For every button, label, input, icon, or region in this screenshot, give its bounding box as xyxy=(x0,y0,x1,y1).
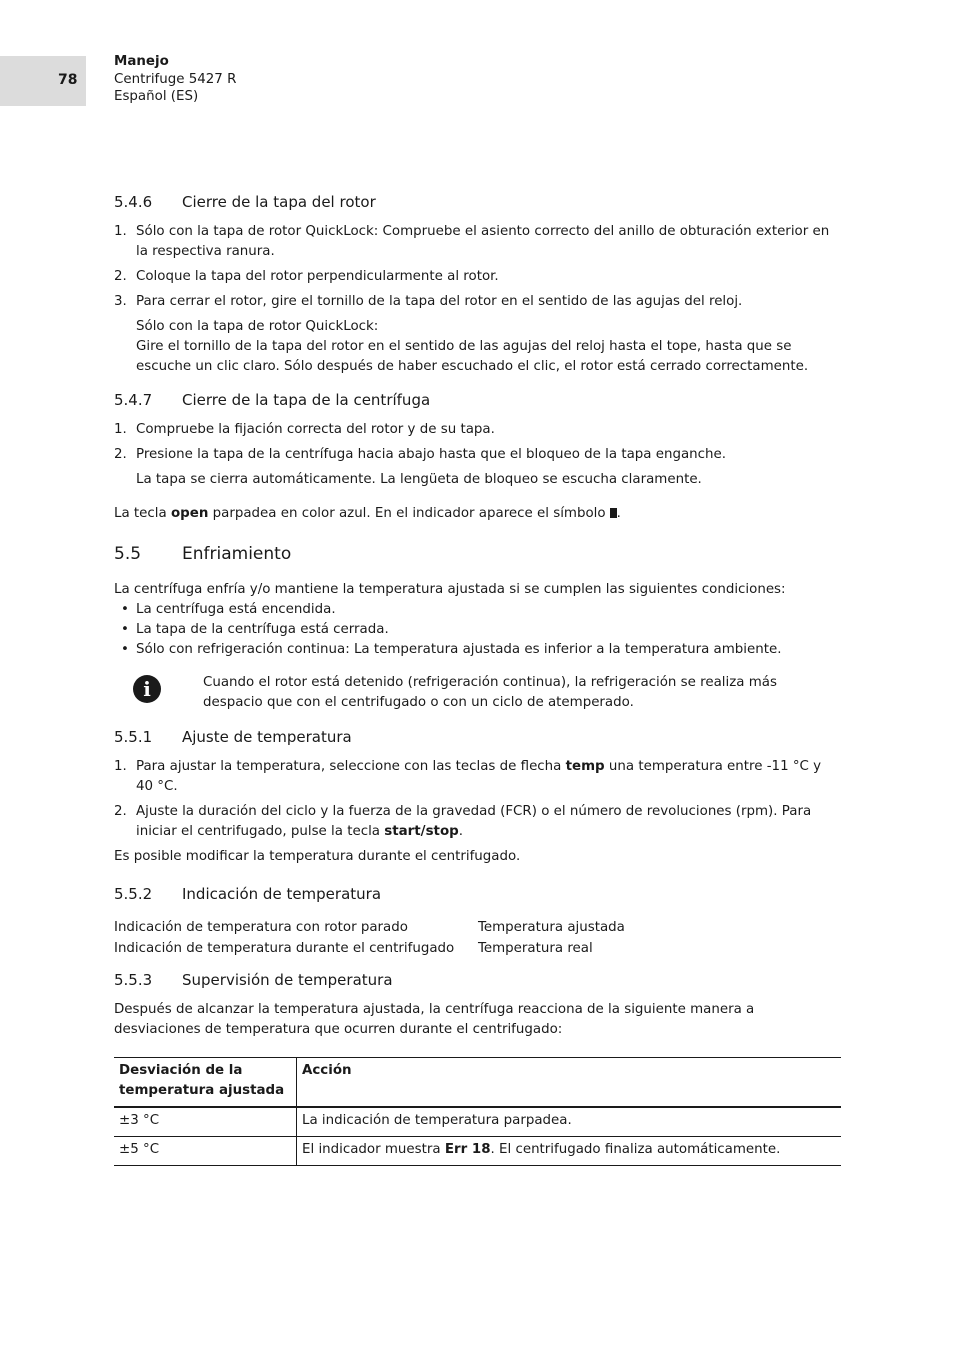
text-run: La tecla xyxy=(114,506,171,521)
list-text: Sólo con refrigeración continua: La temperatura ajustada es inferior a la temperatura ambiente. xyxy=(136,642,782,657)
list-number: 1. xyxy=(114,224,127,239)
section-number: 5.5 xyxy=(114,544,142,564)
section-title: Enfriamiento xyxy=(182,544,292,564)
column-header: Acción xyxy=(297,1058,842,1108)
list-item xyxy=(114,420,840,440)
result-text: La tapa se cierra automáticamente. La lengüeta de bloqueo se escucha claramente. xyxy=(136,472,702,487)
list-item xyxy=(114,757,840,797)
list-item xyxy=(114,445,840,465)
running-header xyxy=(114,53,236,106)
list-text: Para cerrar el rotor, gire el tornillo de la tapa del rotor en el sentido de las agujas del reloj. xyxy=(136,294,743,309)
indication-row xyxy=(114,917,840,938)
list-number: 2. xyxy=(114,804,127,819)
list-number: 1. xyxy=(114,422,127,437)
start-stop-key-label: start/stop xyxy=(384,824,459,839)
table-cell: ±3 °C xyxy=(114,1107,297,1137)
table-row xyxy=(114,1107,841,1137)
table-cell: La indicación de temperatura parpadea. xyxy=(297,1107,842,1137)
section-number: 5.5.1 xyxy=(114,728,153,746)
list-text: Presione la tapa de la centrífuga hacia abajo hasta que el bloqueo de la tapa enganche. xyxy=(136,447,727,462)
indication-value: Temperatura ajustada xyxy=(478,920,625,935)
note-line: Sólo con la tapa de rotor QuickLock: xyxy=(136,319,379,334)
list-item xyxy=(114,222,840,262)
list-text: La tapa de la centrífuga está cerrada. xyxy=(136,622,389,637)
list-text: La centrífuga está encendida. xyxy=(136,602,336,617)
section-heading-551 xyxy=(114,726,840,748)
chapter-title: Manejo xyxy=(114,54,169,69)
section-number: 5.4.6 xyxy=(114,193,153,211)
open-key-label: open xyxy=(170,506,209,521)
text-run: Para ajustar la temperatura, seleccione con las teclas de flecha xyxy=(136,759,566,774)
text-run: Ajuste la duración del ciclo y la fuerza de la gravedad (FCR) o el número de revoluciones (rpm). Para iniciar el centrifugado, pulse la tecla xyxy=(136,804,812,839)
section-heading-547 xyxy=(114,389,840,411)
list-text xyxy=(136,757,840,797)
bullet-mark: • xyxy=(121,602,129,617)
page-content xyxy=(114,190,840,1166)
section-heading-552 xyxy=(114,883,840,905)
list-number: 3. xyxy=(114,294,127,309)
text-run: parpadea en color azul. En el indicador aparece el símbolo xyxy=(208,506,606,521)
section-number: 5.5.3 xyxy=(114,971,153,989)
error-code: Err 18 xyxy=(444,1142,491,1157)
list-item xyxy=(114,600,840,620)
section-heading-553 xyxy=(114,969,840,991)
list-item xyxy=(114,267,840,287)
list-item xyxy=(114,620,840,640)
list-item xyxy=(114,802,840,842)
indication-value: Temperatura real xyxy=(478,941,593,956)
column-header: Desviación de la temperatura ajustada xyxy=(114,1058,297,1108)
text-run: . xyxy=(458,824,463,839)
quicklock-note xyxy=(136,317,840,377)
section-heading-546 xyxy=(114,191,840,213)
list-text: Sólo con la tapa de rotor QuickLock: Compruebe el asiento correcto del anillo de obturación exterior en la respectiva ranura. xyxy=(136,224,830,259)
product-name: Centrifuge 5427 R xyxy=(114,71,237,87)
info-text: Cuando el rotor está detenido (refrigeración continua), la refrigeración se realiza más despacio que con el centrifugado o con un ciclo de atemperado. xyxy=(203,675,777,710)
monitoring-intro: Después de alcanzar la temperatura ajustada, la centrífuga reacciona de la siguiente manera a desviaciones de temperatura que ocurren durante el centrifugado: xyxy=(114,1002,755,1037)
section-heading-55 xyxy=(114,542,840,566)
text-run: . xyxy=(616,506,621,521)
bullet-mark: • xyxy=(121,642,129,657)
section-title: Ajuste de temperatura xyxy=(182,728,352,746)
section-title: Cierre de la tapa de la centrífuga xyxy=(182,391,431,409)
text-run: . El centrifugado finaliza automáticamente. xyxy=(490,1142,781,1157)
temp-key-label: temp xyxy=(565,759,605,774)
section-title: Indicación de temperatura xyxy=(182,885,382,903)
indication-label: Indicación de temperatura con rotor parado xyxy=(114,920,408,935)
text-run: una temperatura entre -11 °C y 40 °C. xyxy=(136,759,822,794)
text-run: El indicador muestra xyxy=(302,1142,445,1157)
section-title: Cierre de la tapa del rotor xyxy=(182,193,376,211)
list-number: 2. xyxy=(114,447,127,462)
info-icon-wrap xyxy=(114,673,203,713)
temperature-note: Es posible modificar la temperatura durante el centrifugado. xyxy=(114,849,521,864)
deviation-table xyxy=(114,1057,841,1166)
indication-row xyxy=(114,938,840,959)
list-number: 1. xyxy=(114,759,127,774)
info-icon: i xyxy=(133,675,161,703)
open-key-paragraph xyxy=(114,504,840,524)
section-title: Supervisión de temperatura xyxy=(182,971,393,989)
indication-label: Indicación de temperatura durante el centrifugado xyxy=(114,941,455,956)
table-cell: ±5 °C xyxy=(114,1137,297,1166)
list-text: Coloque la tapa del rotor perpendicularmente al rotor. xyxy=(136,269,499,284)
list-item xyxy=(114,292,840,312)
list-text xyxy=(136,802,840,842)
list-number: 2. xyxy=(114,269,127,284)
table-row xyxy=(114,1137,841,1166)
note-line: Gire el tornillo de la tapa del rotor en el sentido de las agujas del reloj hasta el tope, hasta que se escuche un clic claro. Sólo después de haber escuchado el clic, el rotor está cerrado correctamente. xyxy=(136,339,809,374)
section-number: 5.4.7 xyxy=(114,391,153,409)
table-cell xyxy=(297,1137,842,1166)
list-item xyxy=(114,640,840,660)
page-number: 78 xyxy=(58,72,78,88)
table-header-row xyxy=(114,1058,841,1108)
info-note xyxy=(114,673,840,713)
bullet-mark: • xyxy=(121,622,129,637)
section-number: 5.5.2 xyxy=(114,885,153,903)
list-text: Compruebe la fijación correcta del rotor y de su tapa. xyxy=(136,422,495,437)
language-label: Español (ES) xyxy=(114,89,199,104)
lid-lock-icon xyxy=(610,508,617,518)
cooling-intro: La centrífuga enfría y/o mantiene la temperatura ajustada si se cumplen las siguientes condiciones: xyxy=(114,582,786,597)
